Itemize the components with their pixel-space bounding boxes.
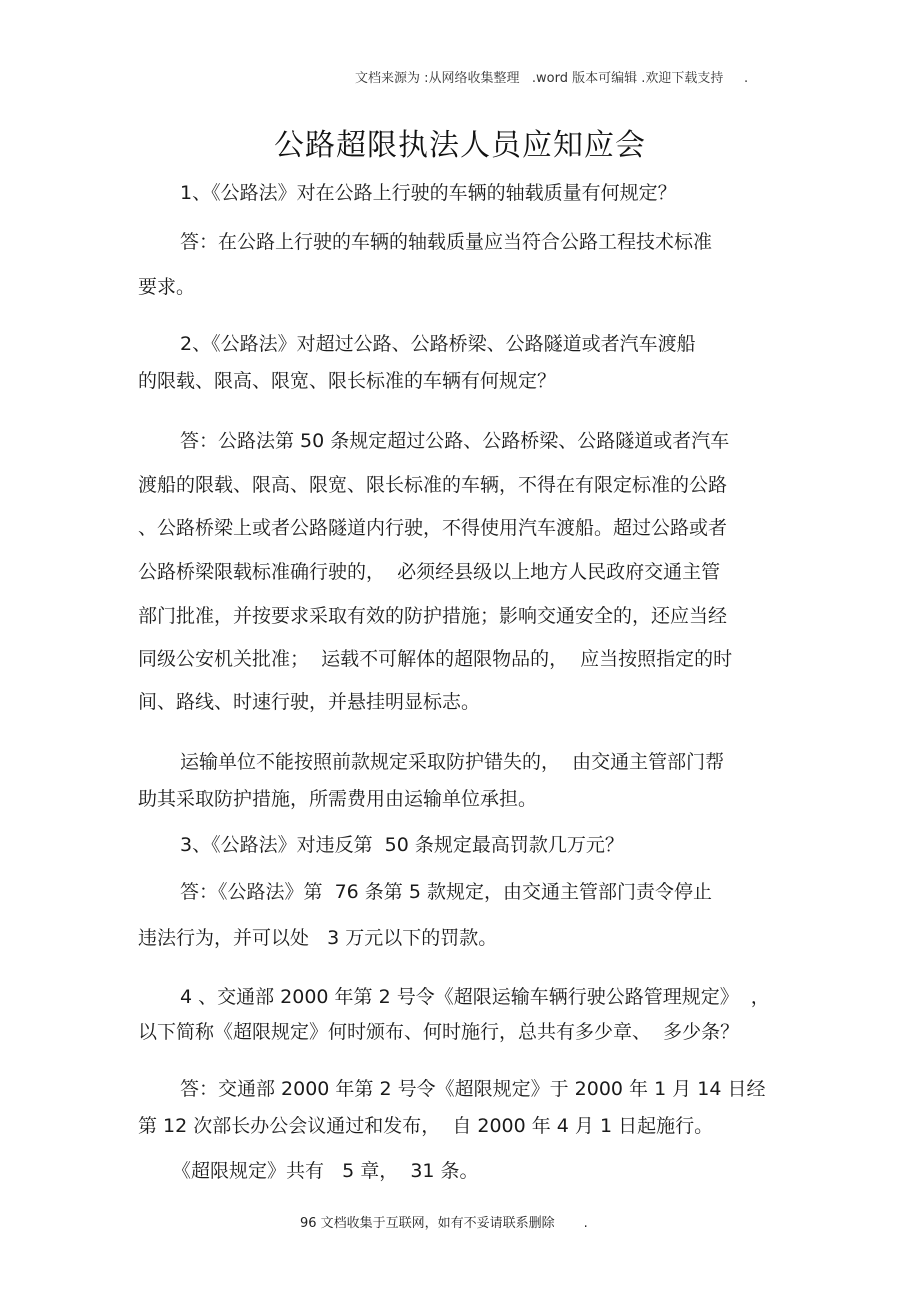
answer-2-line-3: 、公路桥梁上或者公路隧道内行驶，不得使用汽车渡船。超过公路或者 [138, 517, 728, 539]
answer-2-line-1: 答：公路法第 50 条规定超过公路、公路桥梁、公路隧道或者汽车 [180, 430, 730, 452]
answer-4-line-3: 《超限规定》共有 5 章， 31 条。 [172, 1160, 479, 1182]
answer-2-para2-line-2: 助其采取防护措施，所需费用由运输单位承担。 [138, 788, 538, 810]
answer-2-line-7: 间、路线、时速行驶，并悬挂明显标志。 [138, 691, 481, 713]
document-title: 公路超限执法人员应知应会 [274, 128, 646, 163]
footer-note: 96 文档收集于互联网，如有不妥请联系删除 . [300, 1216, 588, 1231]
answer-2-line-6: 同级公安机关批准； 运载不可解体的超限物品的， 应当按照指定的时 [138, 648, 733, 670]
answer-3-line-2: 违法行为，并可以处 3 万元以下的罚款。 [138, 927, 498, 949]
answer-2-line-5: 部门批准，并按要求采取有效的防护措施；影响交通安全的，还应当经 [138, 605, 728, 627]
answer-2-line-4: 公路桥梁限载标准确行驶的， 必须经县级以上地方人民政府交通主管 [138, 561, 721, 583]
answer-1-line-2: 要求。 [138, 276, 196, 298]
question-3: 3、《公路法》对违反第 50 条规定最高罚款几万元？ [180, 834, 624, 856]
question-4-line-1: 4 、交通部 2000 年第 2 号令《超限运输车辆行驶公路管理规定》 ， [180, 986, 770, 1008]
header-note: 文档来源为 :从网络收集整理 .word 版本可编辑 .欢迎下载支持 . [355, 71, 749, 86]
question-4-line-2: 以下简称《超限规定》何时颁布、何时施行，总共有多少章、 多少条？ [138, 1021, 740, 1043]
answer-4-line-1: 答：交通部 2000 年第 2 号令《超限规定》于 2000 年 1 月 14 日经 [180, 1078, 766, 1100]
answer-2-para2-line-1: 运输单位不能按照前款规定采取防护错失的， 由交通主管部门帮 [180, 751, 725, 773]
answer-3-line-1: 答：《公路法》第 76 条第 5 款规定，由交通主管部门责令停止 [180, 881, 712, 903]
question-1: 1、《公路法》对在公路上行驶的车辆的轴载质量有何规定？ [180, 182, 677, 204]
question-2-line-1: 2、《公路法》对超过公路、公路桥梁、公路隧道或者汽车渡船 [180, 333, 696, 355]
answer-1-line-1: 答：在公路上行驶的车辆的轴载质量应当符合公路工程技术标准 [180, 231, 713, 253]
answer-4-line-2: 第 12 次部长办公会议通过和发布， 自 2000 年 4 月 1 日起施行。 [138, 1115, 714, 1137]
question-2-line-2: 的限载、限高、限宽、限长标准的车辆有何规定？ [138, 370, 557, 392]
answer-2-line-2: 渡船的限载、限高、限宽、限长标准的车辆，不得在有限定标准的公路 [138, 474, 728, 496]
